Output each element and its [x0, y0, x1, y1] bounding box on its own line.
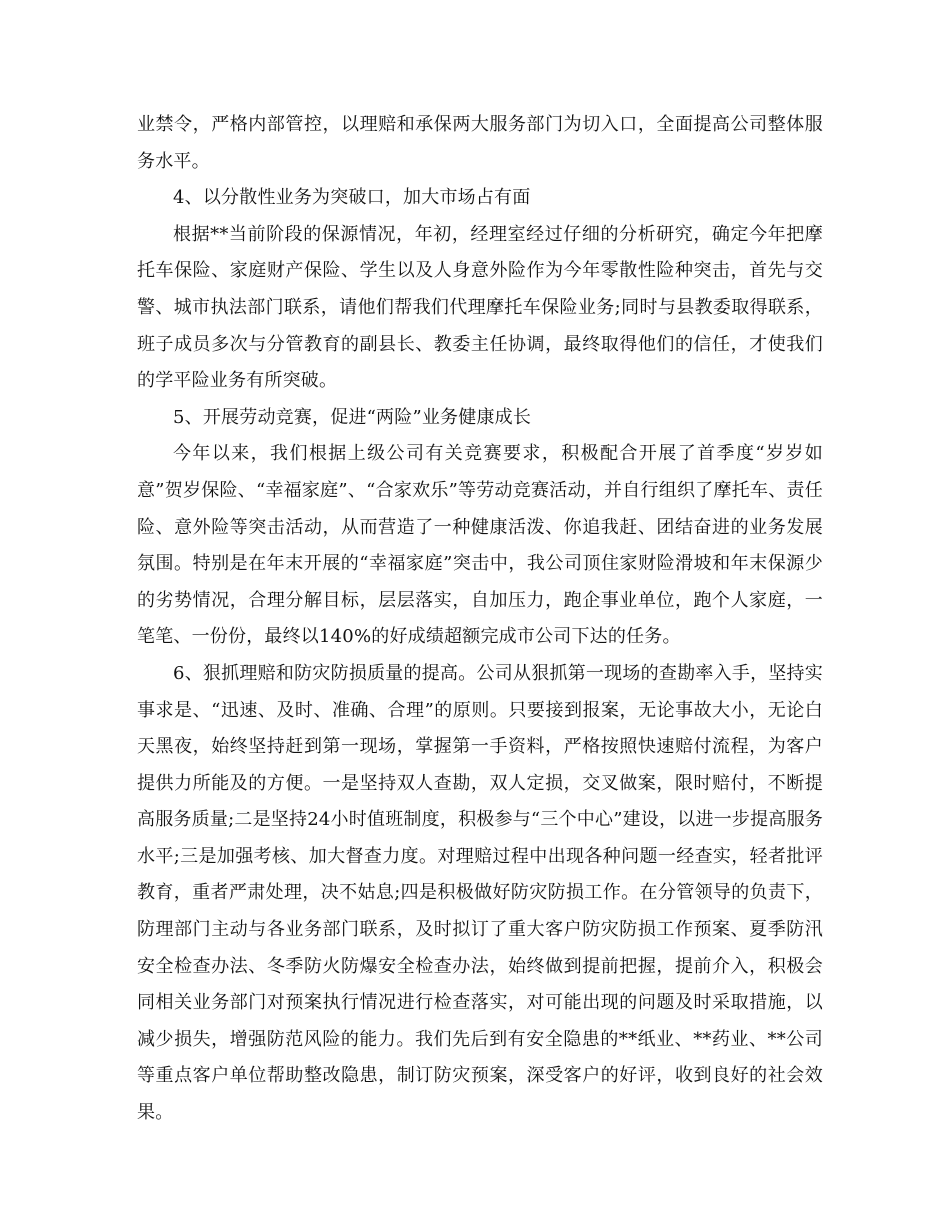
paragraph-continuation: 业禁令，严格内部管控，以理赔和承保两大服务部门为切入口，全面提高公司整体服务水平。: [137, 114, 823, 172]
section-heading-5: 5、开展劳动竞赛，促进“两险”业务健康成长: [173, 406, 532, 428]
section-heading-4: 4、以分散性业务为突破口，加大市场占有面: [173, 187, 531, 209]
document-page: [137, 107, 823, 1132]
paragraph-claims-and-loss-prevention: 6、狠抓理赔和防灾防损质量的提高。公司从狠抓第一现场的查勘率入手，坚持实事求是、“迅速、及时、准确、合理”的原则。只要接到报案，无论事故大小，无论白天黑夜，始终坚持赶到第一现场，掌握第一手资料，严格按照快速赔付流程，为客户提供力所能及的方便。一是坚持双人查勘，双人定损，交叉做案，限时赔付，不断提高服务质量;二是坚持24小时值班制度，积极参与“三个中心”建设，以进一步提高服务水平;三是加强考核、加大督查力度。对理赔过程中出现各种问题一经查实，轻者批评教育，重者严肃处理，决不姑息;四是积极做好防灾防损工作。在分管领导的负责下，防理部门主动与各业务部门联系，及时拟订了重大客户防灾防损工作预案、夏季防汛安全检查办法、冬季防火防爆安全检查办法，始终做到提前把握，提前介入，积极会同相关业务部门对预案执行情况进行检查落实，对可能出现的问题及时采取措施，以减少损失，增强防范风险的能力。我们先后到有安全隐患的**纸业、**药业、**公司等重点客户单位帮助整改隐患，制订防灾预案，深受客户的好评，收到良好的社会效果。: [137, 662, 823, 1124]
paragraph-labor-competition: 今年以来，我们根据上级公司有关竞赛要求，积极配合开展了首季度“岁岁如意”贺岁保险、“幸福家庭”、“合家欢乐”等劳动竞赛活动，并自行组织了摩托车、责任险、意外险等突击活动，从而营造了一种健康活泼、你追我赶、团结奋进的业务发展氛围。特别是在年末开展的“幸福家庭”突击中，我公司顶住家财险滑坡和年末保源少的劣势情况，合理分解目标，层层落实，自加压力，跑企事业单位，跑个人家庭，一笔笔、一份份，最终以140%的好成绩超额完成市公司下达的任务。: [137, 443, 823, 648]
paragraph-market-expansion: 根据**当前阶段的保源情况，年初，经理室经过仔细的分析研究，确定今年把摩托车保险、家庭财产保险、学生以及人身意外险作为今年零散性险种突击，首先与交警、城市执法部门联系，请他们帮我们代理摩托车保险业务;同时与县教委取得联系，班子成员多次与分管教育的副县长、教委主任协调，最终取得他们的信任，才使我们的学平险业务有所突破。: [137, 223, 823, 392]
